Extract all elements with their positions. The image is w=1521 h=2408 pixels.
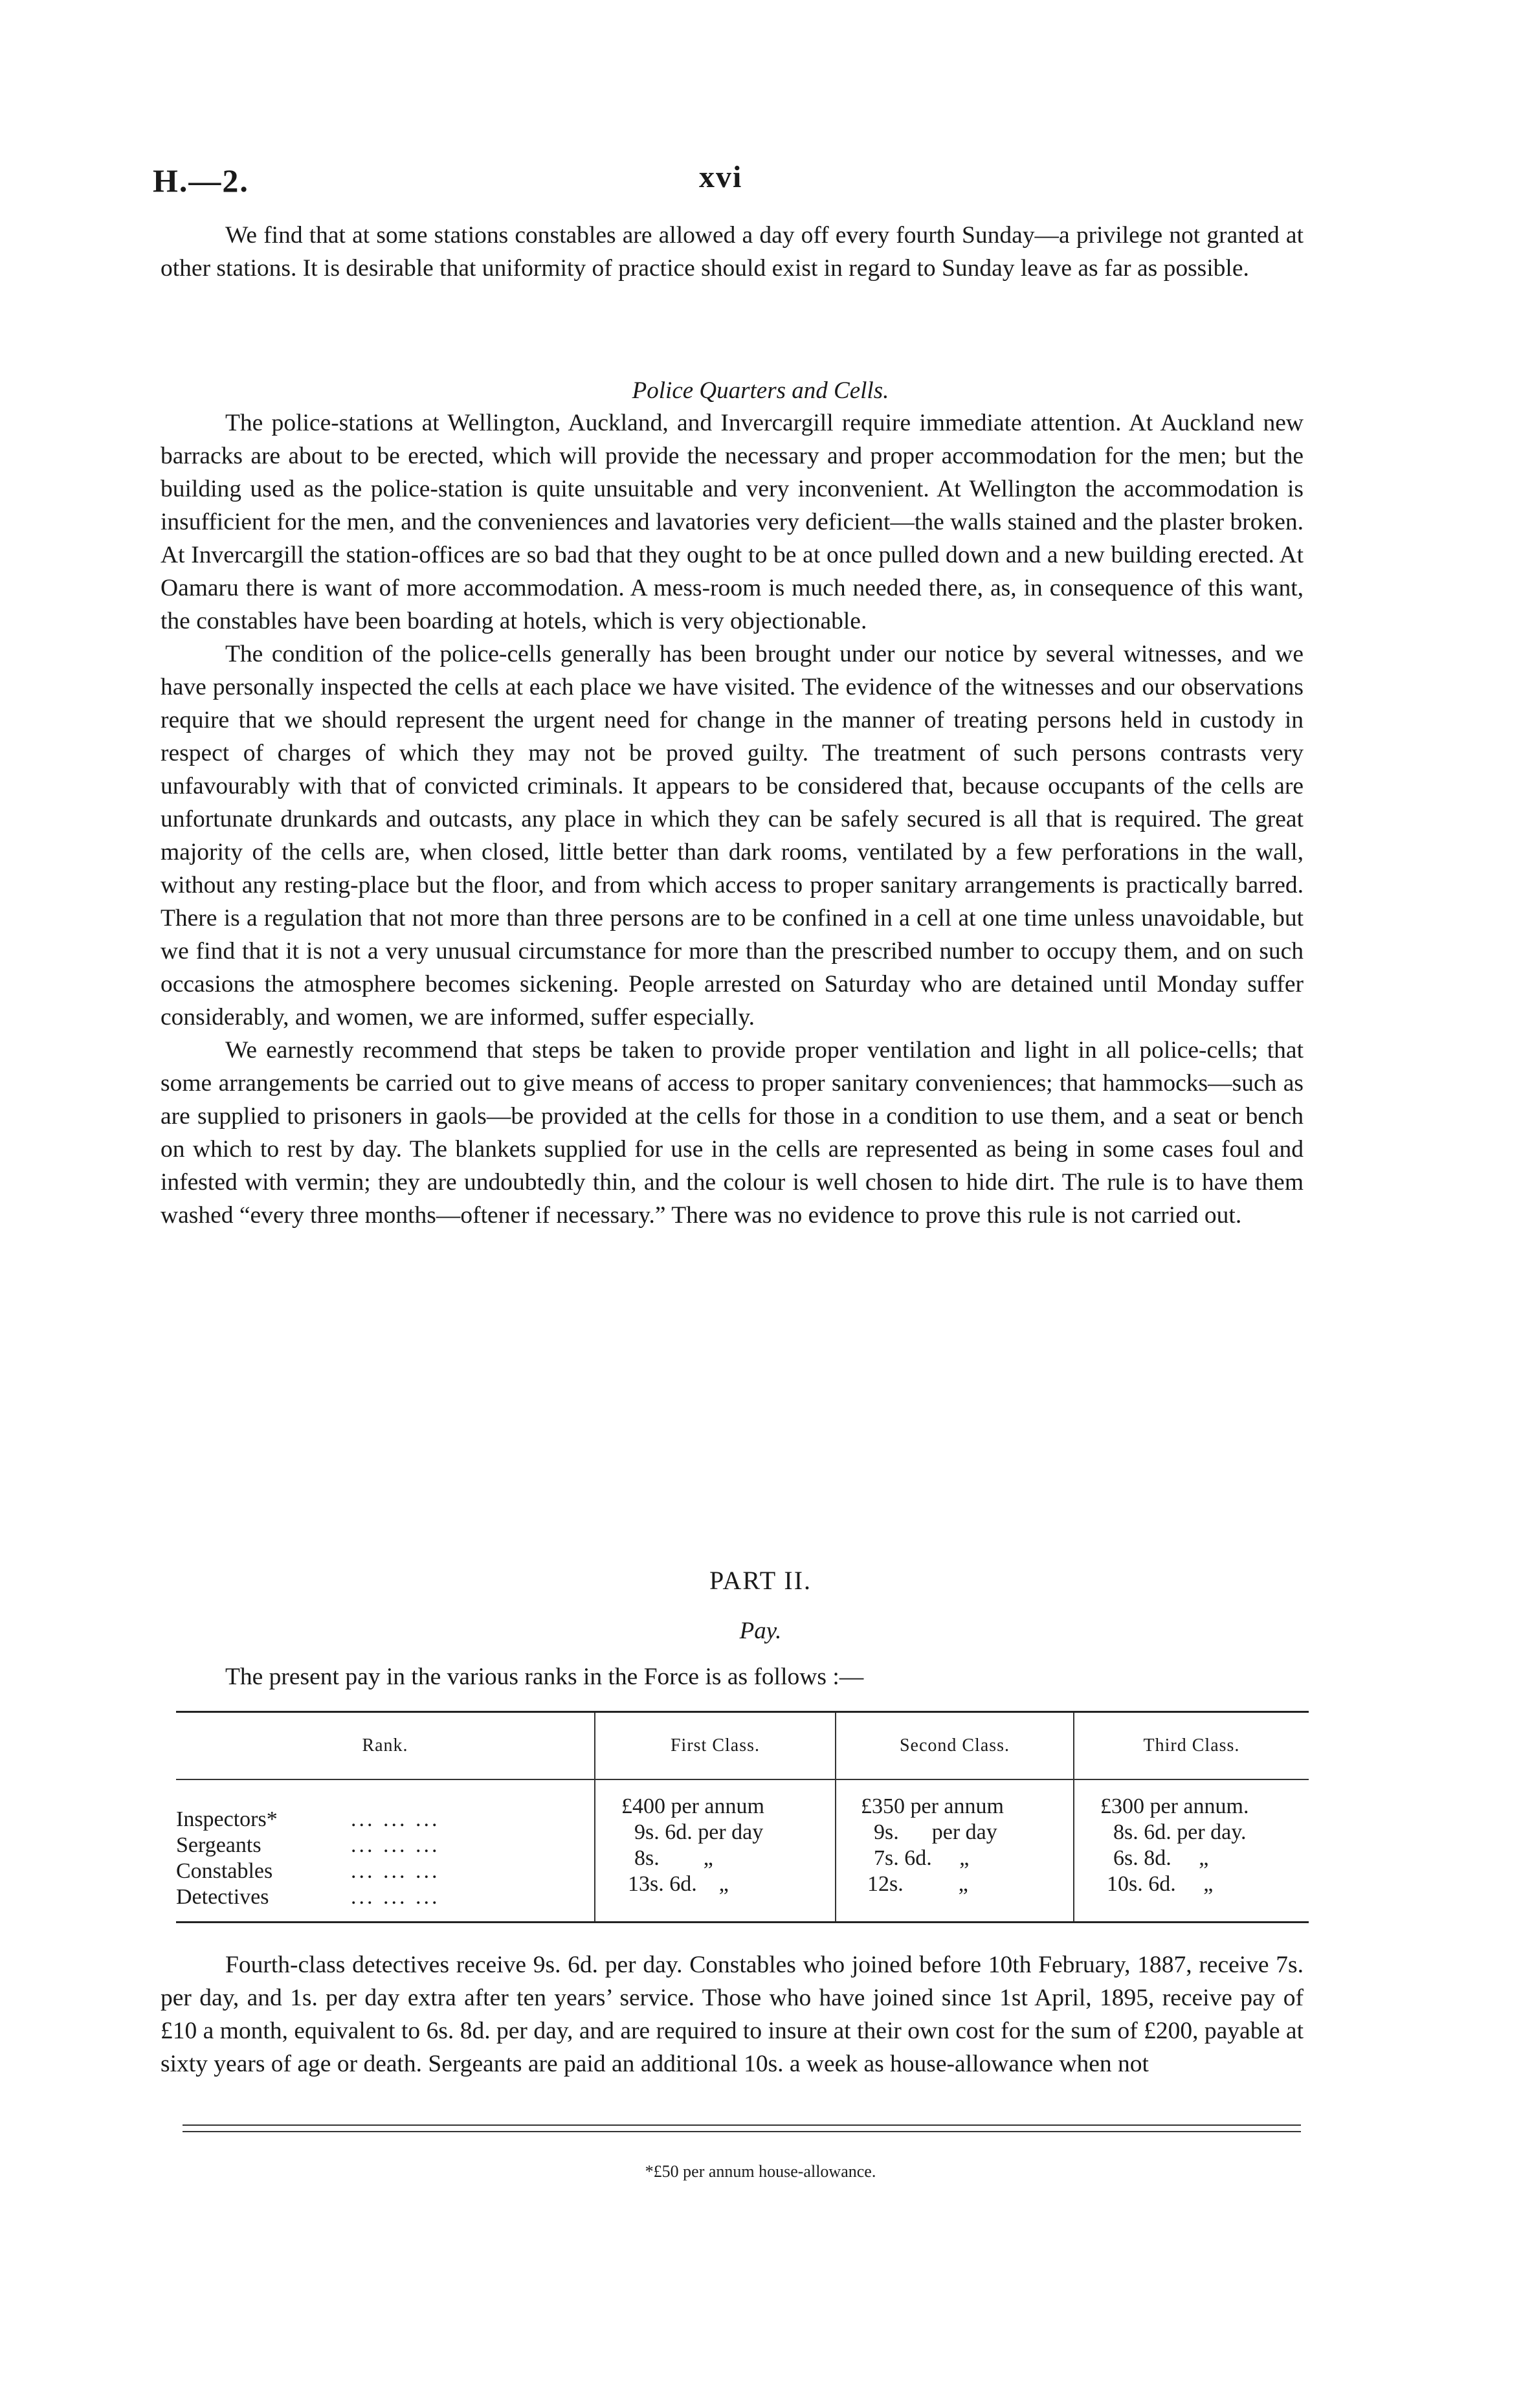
table-cell-first-class: 8s. „: [634, 1846, 713, 1870]
table-cell-third-class: 8s. 6d. per day.: [1113, 1820, 1247, 1844]
table-cell-third-class: 6s. 8d. „: [1113, 1846, 1209, 1870]
table-cell-first-class: 9s. 6d. per day: [634, 1820, 764, 1844]
table-cell-third-class: 10s. 6d. „: [1107, 1872, 1214, 1896]
table-cell-second-class: £350 per annum: [861, 1794, 1004, 1818]
leader-dots: ... ... ...: [351, 1833, 440, 1857]
table-cell-first-class: £400 per annum: [621, 1794, 764, 1818]
pay-details-paragraph: Fourth-class detectives receive 9s. 6d. per day. Constables who joined before 10th February, 1887, receive 7s. per day, and 1s. per day extra after ten years’ service. Those who have joined since 1st April, 1895, receive pay of £10 a month, equivalent to 6s. 8d. per day, and are required to insure at their own cost for the sum of £200, payable at sixty years of age or death. Sergeants are paid an additional 10s. a week as house-allowance when not: [161, 1952, 1304, 2077]
column-divider: [594, 1713, 595, 1921]
column-header-rank: Rank.: [176, 1713, 594, 1780]
police-quarters-section: [161, 407, 1304, 1232]
footnote: *£50 per annum house-allowance.: [645, 2162, 876, 2181]
page-number: xvi: [699, 160, 743, 194]
pay-heading: Pay.: [739, 1618, 782, 1644]
table-cell-second-class: 7s. 6d. „: [874, 1846, 970, 1870]
document-reference: H.—2.: [153, 162, 249, 199]
table-cell-rank: Sergeants: [176, 1833, 261, 1857]
table-cell-second-class: 12s. „: [867, 1872, 968, 1896]
part-title: PART II.: [709, 1566, 812, 1595]
sunday-leave-paragraph: We find that at some stations constables are allowed a day off every fourth Sunday—a privilege not granted at other stations. It is desirable that uniformity of practice should exist in regard to Sunday leave as far as possible.: [161, 222, 1304, 282]
column-divider: [1073, 1713, 1074, 1921]
leader-dots: ... ... ...: [351, 1859, 440, 1883]
police-stations-paragraph: The police-stations at Wellington, Auckland, and Invercargill require immediate attention. At Auckland new barracks are about to be erected, which will provide the necessary and proper accommodation for the men; but the building used as the police-station is quite unsuitable and very inconvenient. At Wellington the accommodation is insufficient for the men, and the conveniences and lavatories very deficient—the walls stained and the plaster broken. At Invercargill the station-offices are so bad that they ought to be at once pulled down and a new building erected. At Oamaru there is want of more accommodation. A mess-room is much needed there, as, in consequence of this want, the constables have been boarding at hotels, which is very objectionable.: [161, 410, 1304, 634]
table-cell-third-class: £300 per annum.: [1100, 1794, 1249, 1818]
leader-dots: ... ... ...: [351, 1885, 440, 1909]
pay-table: [176, 1711, 1309, 1923]
sunday-leave-section: [161, 219, 1304, 285]
table-cell-first-class: 13s. 6d. „: [628, 1872, 729, 1896]
table-cell-rank: Detectives: [176, 1885, 269, 1909]
pay-intro: [161, 1660, 1304, 1693]
leader-dots: ... ... ...: [351, 1807, 440, 1831]
footnote-rule: [183, 2131, 1301, 2132]
column-divider: [835, 1713, 836, 1921]
table-cell-rank: Constables: [176, 1859, 273, 1883]
table-cell-second-class: 9s. per day: [874, 1820, 997, 1844]
police-quarters-heading: Police Quarters and Cells.: [632, 377, 889, 404]
recommendation-paragraph: We earnestly recommend that steps be taken to provide proper ventilation and light in all police-cells; that some arrangements be carried out to give means of access to proper sanitary conveniences; that hammocks—such as are supplied to prisoners in gaols—be provided at the cells for those in a condition to use them, and a seat or bench on which to rest by day. The blankets supplied for use in the cells are represented as being in some cases foul and infested with vermin; they are undoubtedly thin, and the colour is well chosen to hide dirt. The rule is to have them washed “every three months—oftener if necessary.” There was no evidence to prove this rule is not carried out.: [161, 1037, 1304, 1229]
table-cell-rank: Inspectors*: [176, 1807, 278, 1831]
pay-details-section: [161, 1948, 1304, 2080]
police-cells-paragraph: The condition of the police-cells generally has been brought under our notice by several witnesses, and we have personally inspected the cells at each place we have visited. The evidence of the witnesses and our observations require that we should represent the urgent need for change in the manner of treating persons held in custody in respect of charges of which they may not be proved guilty. The treatment of such persons contrasts very unfavourably with that of convicted criminals. It appears to be considered that, because occupants of the cells are unfortunate drunkards and outcasts, any place in which they can be safely secured is all that is required. The great majority of the cells are, when closed, little better than dark rooms, ventilated by a few perforations in the wall, without any resting-place but the floor, and from which access to proper sanitary arrangements is practically barred. There is a regulation that not more than three persons are to be confined in a cell at one time unless unavoidable, but we find that it is not a very unusual circumstance for more than the prescribed number to occupy them, and on such occasions the atmosphere becomes sickening. People arrested on Saturday who are detained until Monday suffer considerably, and women, we are informed, suffer especially.: [161, 641, 1304, 1031]
pay-intro-text: The present pay in the various ranks in the Force is as follows :—: [225, 1664, 864, 1690]
column-header-third-class: Third Class.: [1074, 1713, 1309, 1780]
column-header-second-class: Second Class.: [836, 1713, 1073, 1780]
footnote-rule: [183, 2124, 1301, 2126]
column-header-first-class: First Class.: [595, 1713, 835, 1780]
